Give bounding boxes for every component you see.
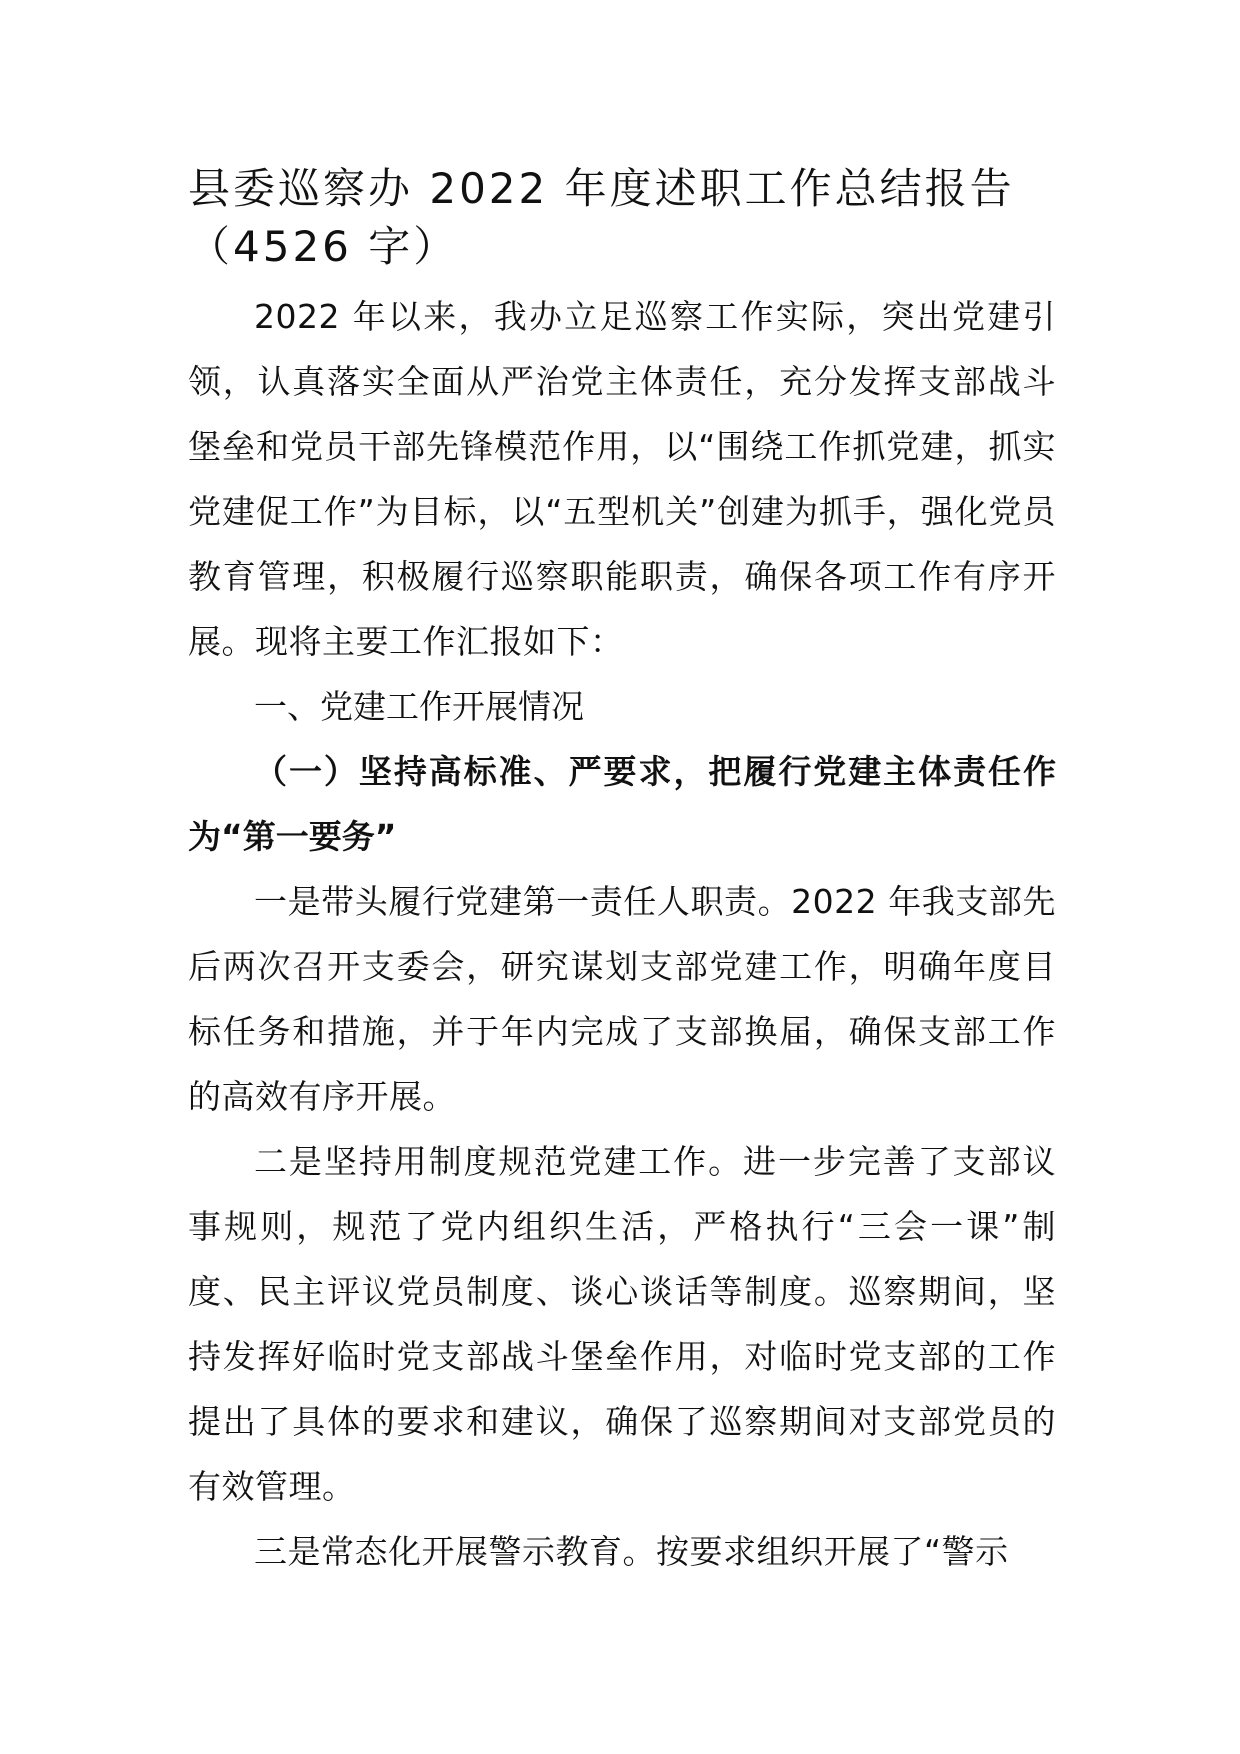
- intro-paragraph: 2022 年以来，我办立足巡察工作实际，突出党建引领，认真落实全面从严治党主体责任，充分发挥支部战斗堡垒和党员干部先锋模范作用，以“围绕工作抓党建，抓实党建促工作”为目标，以“五型机关”创建为抓手，强化党员教育管理，积极履行巡察职能职责，确保各项工作有序开展。现将主要工作汇报如下：: [188, 297, 1056, 661]
- document-body: [188, 160, 1056, 1584]
- document-word-count: （4526 字）: [188, 222, 459, 271]
- document-title: 县委巡察办 2022 年度述职工作总结报告: [188, 164, 1015, 213]
- body-paragraph-2: 二是坚持用制度规范党建工作。进一步完善了支部议事规则，规范了党内组织生活，严格执行“三会一课”制度、民主评议党员制度、谈心谈话等制度。巡察期间，坚持发挥好临时党支部战斗堡垒作用，对临时党支部的工作提出了具体的要求和建议，确保了巡察期间对支部党员的有效管理。: [188, 1142, 1056, 1506]
- subsection-heading: （一）坚持高标准、严要求，把履行党建主体责任作为“第一要务”: [188, 752, 1056, 856]
- section-heading: 一、党建工作开展情况: [254, 687, 584, 726]
- body-paragraph-1: 一是带头履行党建第一责任人职责。2022 年我支部先后两次召开支委会，研究谋划支部党建工作，明确年度目标任务和措施，并于年内完成了支部换届，确保支部工作的高效有序开展。: [188, 882, 1056, 1116]
- body-paragraph-3: 三是常态化开展警示教育。按要求组织开展了“警示: [254, 1532, 1009, 1571]
